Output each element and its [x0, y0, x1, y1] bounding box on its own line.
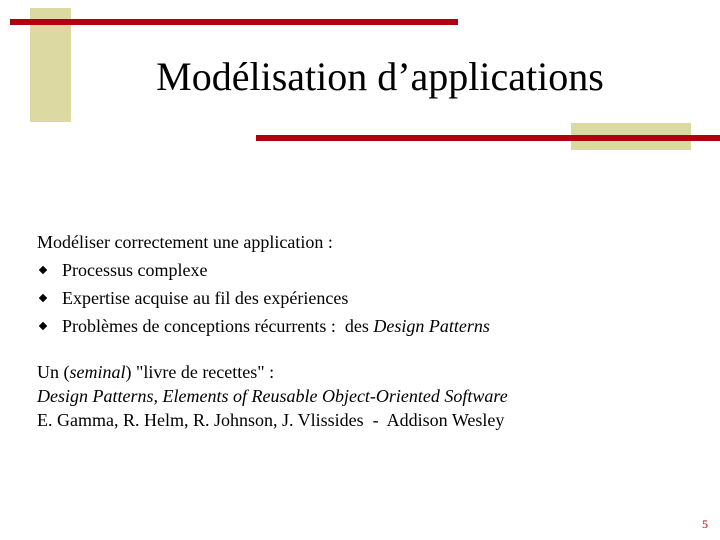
reference-line-2 [37, 384, 508, 408]
slide-title: Modélisation d’applications [156, 54, 604, 99]
decorative-tan-bar-top [30, 8, 71, 122]
reference-italic: seminal [69, 362, 126, 382]
bullet-text: Processus complexe [62, 260, 208, 280]
reference-text: Un ( [37, 362, 70, 382]
reference-text: ) "livre de recettes" : [125, 362, 275, 382]
bullet-text: Expertise acquise au fil des expériences [62, 288, 349, 308]
bullet-text-plain: Problèmes de conceptions récurrents : des [62, 316, 374, 336]
diamond-bullet-icon [39, 294, 47, 302]
reference-line-1 [37, 360, 508, 384]
book-title: Design Patterns, Elements of Reusable Object-Oriented Software [37, 386, 508, 406]
bullet-item [37, 284, 490, 312]
reference-block [37, 360, 508, 432]
bullet-text-italic: Design Patterns [373, 316, 490, 336]
bullet-item [37, 256, 490, 284]
diamond-bullet-icon [39, 266, 47, 274]
page-number: 5 [702, 517, 708, 531]
bullet-text [62, 312, 490, 340]
diamond-bullet-icon [39, 322, 47, 330]
bullet-list [37, 256, 490, 340]
decorative-red-line-top [10, 19, 458, 25]
reference-line-3: E. Gamma, R. Helm, R. Johnson, J. Vlissides - Addison Wesley [37, 410, 505, 430]
bullet-item [37, 312, 490, 340]
intro-text: Modéliser correctement une application : [37, 232, 333, 252]
decorative-red-line-right [256, 135, 720, 141]
